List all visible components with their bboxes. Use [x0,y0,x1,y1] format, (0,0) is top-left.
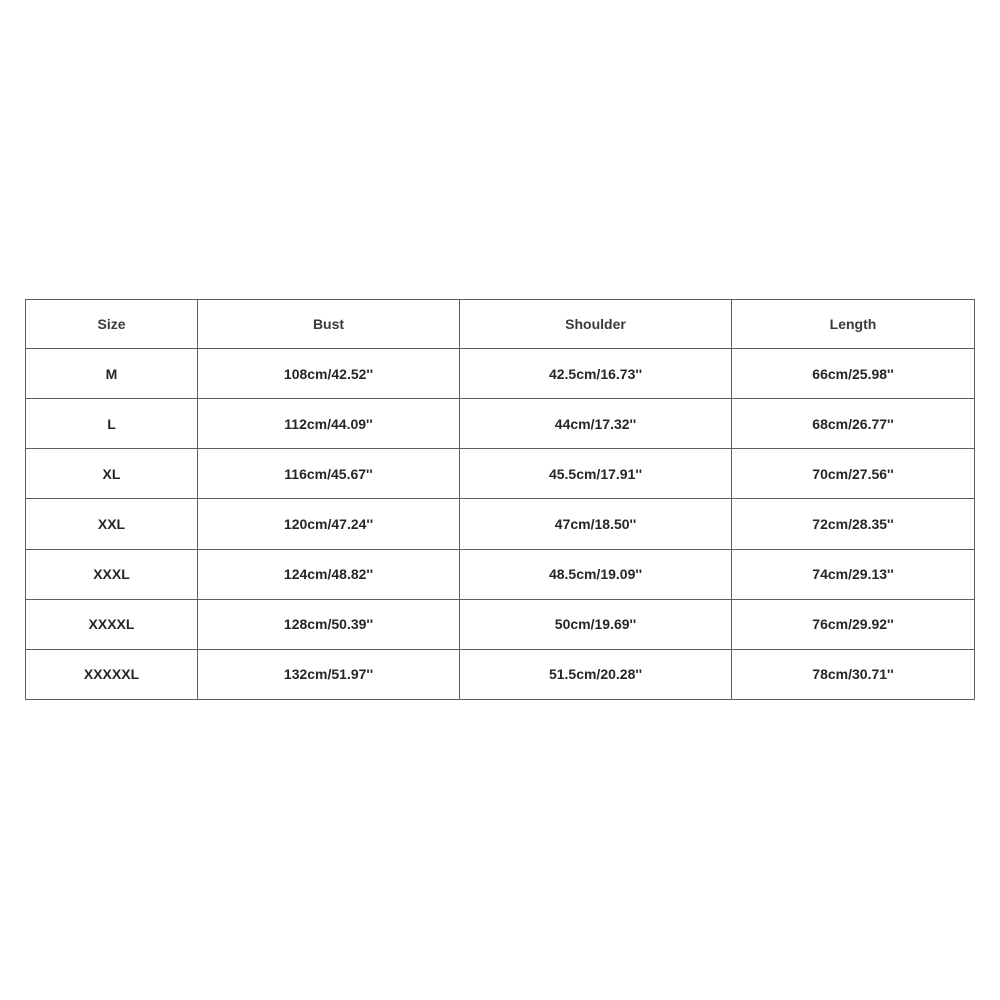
cell-size: XXXXXL [26,649,198,699]
size-chart-table [25,299,975,700]
cell-shoulder: 47cm/18.50'' [460,499,732,549]
cell-shoulder: 48.5cm/19.09'' [460,549,732,599]
table-row [26,449,975,499]
cell-bust: 116cm/45.67'' [198,449,460,499]
table-row [26,499,975,549]
table-row [26,649,975,699]
cell-shoulder: 51.5cm/20.28'' [460,649,732,699]
cell-size: XXXXL [26,599,198,649]
cell-shoulder: 42.5cm/16.73'' [460,349,732,399]
cell-size: M [26,349,198,399]
cell-shoulder: 50cm/19.69'' [460,599,732,649]
cell-shoulder: 45.5cm/17.91'' [460,449,732,499]
cell-bust: 128cm/50.39'' [198,599,460,649]
cell-size: XL [26,449,198,499]
cell-bust: 124cm/48.82'' [198,549,460,599]
cell-size: XXL [26,499,198,549]
table-row [26,349,975,399]
cell-length: 68cm/26.77'' [732,399,975,449]
header-bust: Bust [198,300,460,349]
header-shoulder: Shoulder [460,300,732,349]
cell-length: 78cm/30.71'' [732,649,975,699]
cell-shoulder: 44cm/17.32'' [460,399,732,449]
cell-bust: 108cm/42.52'' [198,349,460,399]
cell-size: XXXL [26,549,198,599]
cell-length: 66cm/25.98'' [732,349,975,399]
table-row [26,549,975,599]
cell-bust: 112cm/44.09'' [198,399,460,449]
cell-length: 70cm/27.56'' [732,449,975,499]
table-header-row [26,300,975,349]
cell-length: 72cm/28.35'' [732,499,975,549]
header-length: Length [732,300,975,349]
table-row [26,599,975,649]
cell-length: 74cm/29.13'' [732,549,975,599]
header-size: Size [26,300,198,349]
cell-size: L [26,399,198,449]
table-row [26,399,975,449]
cell-length: 76cm/29.92'' [732,599,975,649]
cell-bust: 132cm/51.97'' [198,649,460,699]
cell-bust: 120cm/47.24'' [198,499,460,549]
